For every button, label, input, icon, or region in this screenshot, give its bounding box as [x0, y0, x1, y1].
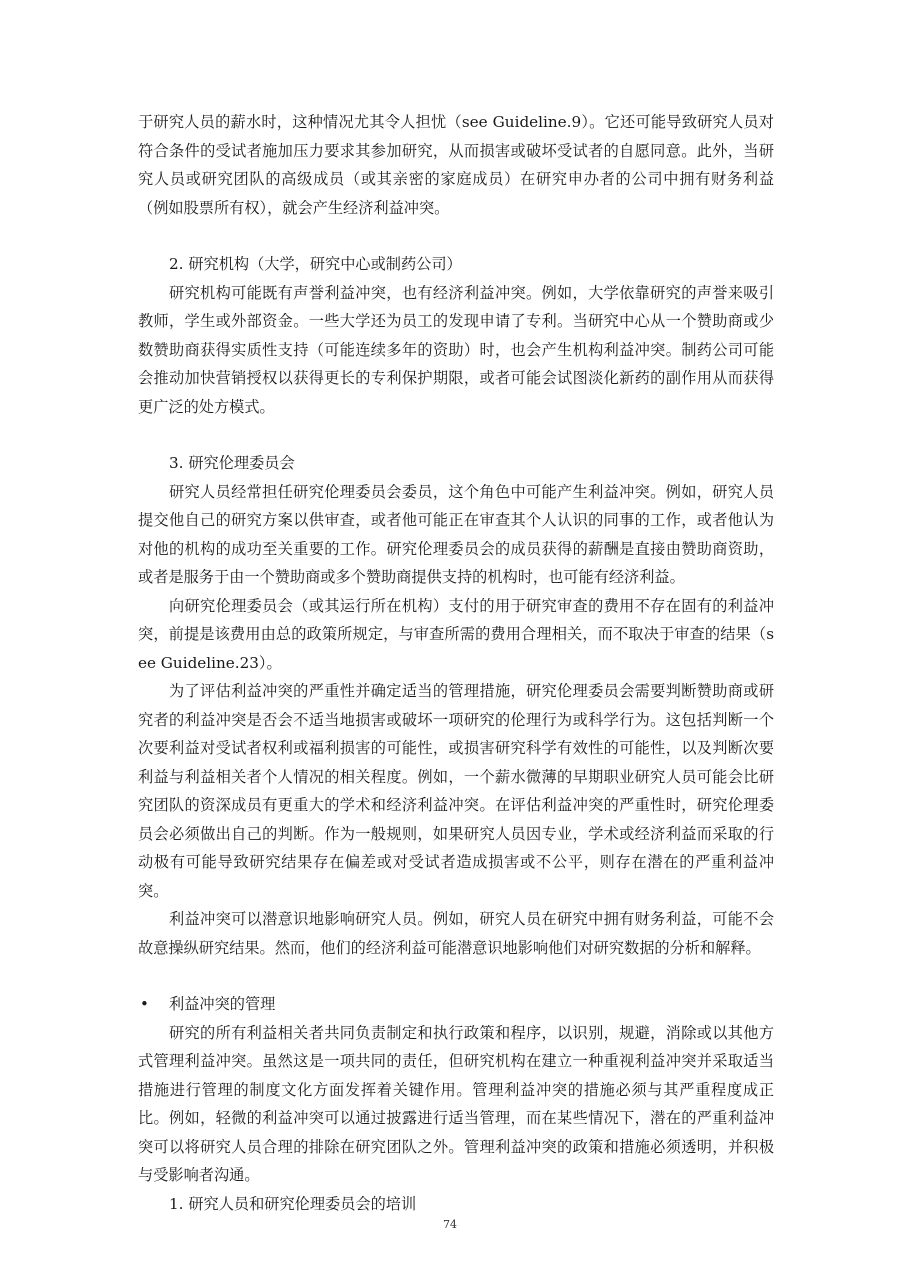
- page-number: 74: [443, 1218, 457, 1231]
- section-2-heading: 2. 研究机构（大学，研究中心或制药公司）: [169, 255, 462, 273]
- section-3-paragraph-4: 利益冲突可以潜意识地影响研究人员。例如，研究人员在研究中拥有财务利益，可能不会故意操纵研究结果。然而，他们的经济利益可能潜意识地影响他们对研究数据的分析和解释。: [138, 910, 774, 957]
- section-3-heading: 3. 研究伦理委员会: [169, 454, 295, 472]
- management-heading-text: 利益冲突的管理: [169, 995, 276, 1013]
- section-3-paragraph-1: 研究人员经常担任研究伦理委员会委员，这个角色中可能产生利益冲突。例如，研究人员提交他自己的研究方案以供审查，或者他可能正在审查其个人认识的同事的工作，或者他认为对他的机构的成功至关重要的工作。研究伦理委员会的成员获得的薪酬是直接由赞助商资助，或者是服务于由一个赞助商或多个赞助商提供支持的机构时，也可能有经济利益。: [138, 482, 774, 586]
- spacer: [138, 222, 774, 250]
- spacer: [138, 962, 774, 990]
- section-3-paragraph-3: 为了评估利益冲突的严重性并确定适当的管理措施，研究伦理委员会需要判断赞助商或研究者的利益冲突是否会不适当地损害或破坏一项研究的伦理行为或科学行为。这包括判断一个次要利益对受试者权利或福利损害的可能性，或损害研究科学有效性的可能性，以及判断次要利益与利益相关者个人情况的相关程度。例如，一个薪水微薄的早期职业研究人员可能会比研究团队的资深成员有更重大的学术和经济利益冲突。在评估利益冲突的严重性时，研究伦理委员会必须做出自己的判断。作为一般规则，如果研究人员因专业，学术或经济利益而采取的行动极有可能导致研究结果存在偏差或对受试者造成损害或不公平，则存在潜在的严重利益冲突。: [138, 682, 774, 900]
- spacer: [138, 421, 774, 449]
- management-heading: [138, 990, 774, 1019]
- bullet-icon: •: [140, 995, 149, 1013]
- management-paragraph: 研究的所有利益相关者共同负责制定和执行政策和程序，以识别，规避，消除或以其他方式管理利益冲突。虽然这是一项共同的责任，但研究机构在建立一种重视利益冲突并采取适当措施进行管理的制度文化方面发挥着关键作用。管理利益冲突的措施必须与其严重程度成正比。例如，轻微的利益冲突可以通过披露进行适当管理，而在某些情况下，潜在的严重利益冲突可以将研究人员合理的排除在研究团队之外。管理利益冲突的政策和措施必须透明，并积极与受影响者沟通。: [138, 1023, 774, 1184]
- section-3-paragraph-2: 向研究伦理委员会（或其运行所在机构）支付的用于研究审查的费用不存在固有的利益冲突，前提是该费用由总的政策所规定，与审查所需的费用合理相关，而不取决于审查的结果（see Guideline.23）。: [138, 596, 774, 672]
- section-2-paragraph: 研究机构可能既有声誉利益冲突，也有经济利益冲突。例如，大学依靠研究的声誉来吸引教师，学生或外部资金。一些大学还为员工的发现申请了专利。当研究中心从一个赞助商或少数赞助商获得实质性支持（可能连续多年的资助）时，也会产生机构利益冲突。制药公司可能会推动加快营销授权以获得更长的专利保护期限，或者可能会试图淡化新药的副作用从而获得更广泛的处方模式。: [138, 283, 774, 416]
- page-content: [138, 108, 774, 1218]
- management-subheading: 1. 研究人员和研究伦理委员会的培训: [169, 1194, 417, 1213]
- opening-paragraph: 于研究人员的薪水时，这种情况尤其令人担忧（see Guideline.9）。它还可能导致研究人员对符合条件的受试者施加压力要求其参加研究，从而损害或破坏受试者的自愿同意。此外，当研究人员或研究团队的高级成员（或其亲密的家庭成员）在研究申办者的公司中拥有财务利益（例如股票所有权），就会产生经济利益冲突。: [138, 113, 774, 217]
